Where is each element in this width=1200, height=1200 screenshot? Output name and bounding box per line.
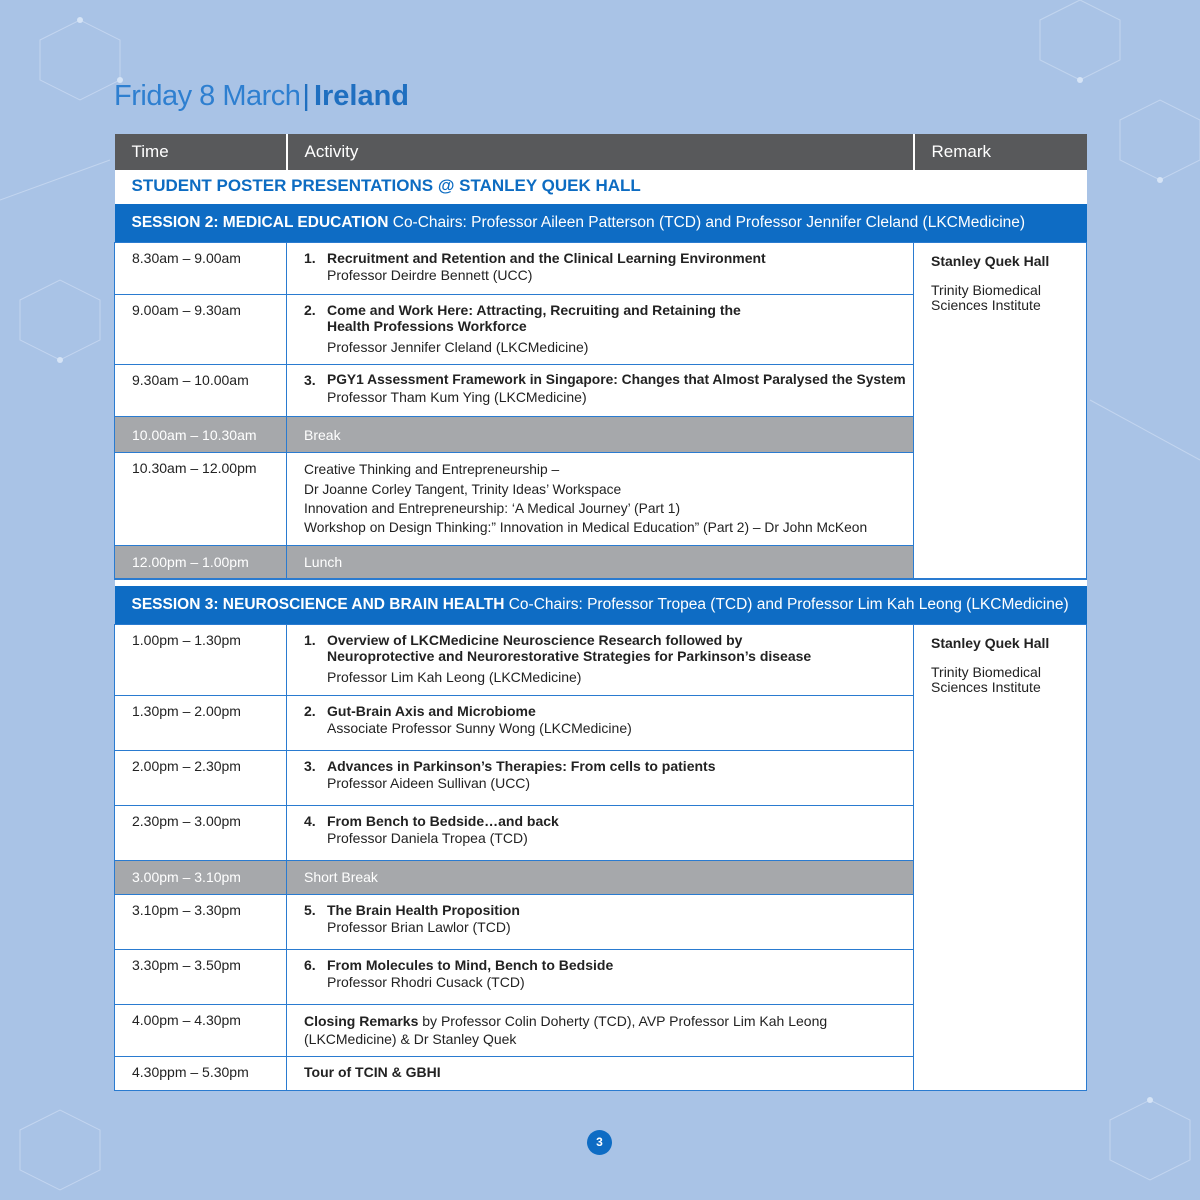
talk-number: 4. [304,812,316,829]
talk-title: From Bench to Bedside…and back [327,812,559,829]
session3-remark [914,624,1087,1090]
header-time: Time [115,134,287,170]
time-cell: 1.00pm – 1.30pm [115,624,287,695]
tour-label: Tour of TCIN & GBHI [287,1056,914,1090]
creative-line: Creative Thinking and Entrepreneurship – [304,462,560,478]
creative-line: Dr Joanne Corley Tangent, Trinity Ideas’ Workspace [304,481,622,497]
talk-title: PGY1 Assessment Framework in Singapore: Changes that Almost Paralysed the System [327,372,906,388]
talk-speaker: Professor Lim Kah Leong (LKCMedicine) [327,669,582,686]
page-title [114,80,409,113]
talk-number: 3. [304,372,316,389]
talk-number: 5. [304,901,316,918]
time-cell: 4.30ppm – 5.30pm [115,1056,287,1090]
talk-speaker: Professor Rhodri Cusack (TCD) [327,973,525,990]
title-separator: | [302,80,310,112]
time-cell: 9.30am – 10.00am [115,365,287,417]
session2-chairs: Co-Chairs: Professor Aileen Patterson (TCD) and Professor Jennifer Cleland (LKCMedicine) [388,214,1026,231]
talk-title: Come and Work Here: Attracting, Recruiting and Retaining the Health Professions Workforce [327,301,741,334]
remark-hall: Stanley Quek Hall [931,252,1050,269]
talk-speaker: Professor Brian Lawlor (TCD) [327,918,511,935]
talk-title: Gut-Brain Axis and Microbiome [327,702,536,719]
remark-institute: Trinity Biomedical Sciences Institute [931,281,1041,314]
title-day: Friday 8 March [114,80,301,112]
header-activity: Activity [287,134,914,170]
talk-number: 2. [304,301,316,318]
session-gap [115,579,1087,586]
time-cell: 2.30pm – 3.00pm [115,805,287,860]
talk-speaker: Professor Deirdre Bennett (UCC) [327,266,533,283]
remark-hall: Stanley Quek Hall [931,634,1050,651]
talk-title: Recruitment and Retention and the Clinical Learning Environment [327,249,766,266]
session3-header [115,586,1087,624]
talk-title: Advances in Parkinson’s Therapies: From cells to patients [327,757,716,774]
time-cell: 4.00pm – 4.30pm [115,1004,287,1056]
page-number-badge: 3 [587,1130,612,1155]
poster-row [115,170,1087,204]
creative-line: Innovation and Entrepreneurship: ‘A Medical Journey’ (Part 1) [304,501,681,517]
talk-number: 1. [304,249,316,266]
talk-speaker: Professor Jennifer Cleland (LKCMedicine) [327,338,589,355]
talk-speaker: Professor Tham Kum Ying (LKCMedicine) [327,389,587,406]
session2-name: SESSION 2: MEDICAL EDUCATION [131,214,389,231]
talk-number: 2. [304,702,316,719]
talk-speaker: Professor Aideen Sullivan (UCC) [327,774,531,791]
session2-remark [914,242,1087,579]
closing-detail: by Professor Colin Doherty (TCD), AVP Professor Lim Kah Leong (LKCMedicine) & Dr Stanley Quek [304,1012,828,1047]
header-remark: Remark [914,134,1087,170]
session3-name: SESSION 3: NEUROSCIENCE AND BRAIN HEALTH [131,596,505,614]
break-label: Break [287,417,914,453]
session2-header [115,204,1087,242]
short-break-label: Short Break [287,860,914,894]
short-break-time: 3.00pm – 3.10pm [115,860,287,894]
title-place: Ireland [313,80,410,112]
poster-title: STUDENT POSTER PRESENTATIONS @ STANLEY QUEK HALL [115,170,1087,204]
talk-title: From Molecules to Mind, Bench to Bedside [327,956,614,973]
remark-institute: Trinity Biomedical Sciences Institute [931,663,1041,696]
talk-title: The Brain Health Proposition [327,901,520,918]
schedule-table [114,134,1087,1091]
lunch-time: 12.00pm – 1.00pm [115,545,287,579]
talk-speaker: Professor Daniela Tropea (TCD) [327,829,528,846]
time-cell: 2.00pm – 2.30pm [115,750,287,805]
session3-chairs: Co-Chairs: Professor Tropea (TCD) and Professor Lim Kah Leong (LKCMedicine) [504,596,1069,614]
talk-number: 6. [304,956,316,973]
time-cell: 3.30pm – 3.50pm [115,949,287,1004]
time-cell: 9.00am – 9.30am [115,294,287,365]
talk-number: 3. [304,757,316,774]
table-header-row [115,134,1087,170]
time-cell: 1.30pm – 2.00pm [115,695,287,750]
closing-title: Closing Remarks [304,1012,419,1029]
table-row [115,242,1087,294]
talk-number: 1. [304,631,316,648]
time-cell: 10.30am – 12.00pm [115,453,287,545]
time-cell: 3.10pm – 3.30pm [115,894,287,949]
table-row [115,624,1087,695]
talk-speaker: Associate Professor Sunny Wong (LKCMedicine) [327,719,632,736]
talk-title: Overview of LKCMedicine Neuroscience Research followed by Neuroprotective and Neurorestorative Strategies for Parkinson’s disease [327,631,812,664]
lunch-label: Lunch [287,545,914,579]
time-cell: 8.30am – 9.00am [115,242,287,294]
creative-line: Workshop on Design Thinking:” Innovation in Medical Education” (Part 2) – Dr John McKeon [304,520,868,536]
break-time: 10.00am – 10.30am [115,417,287,453]
